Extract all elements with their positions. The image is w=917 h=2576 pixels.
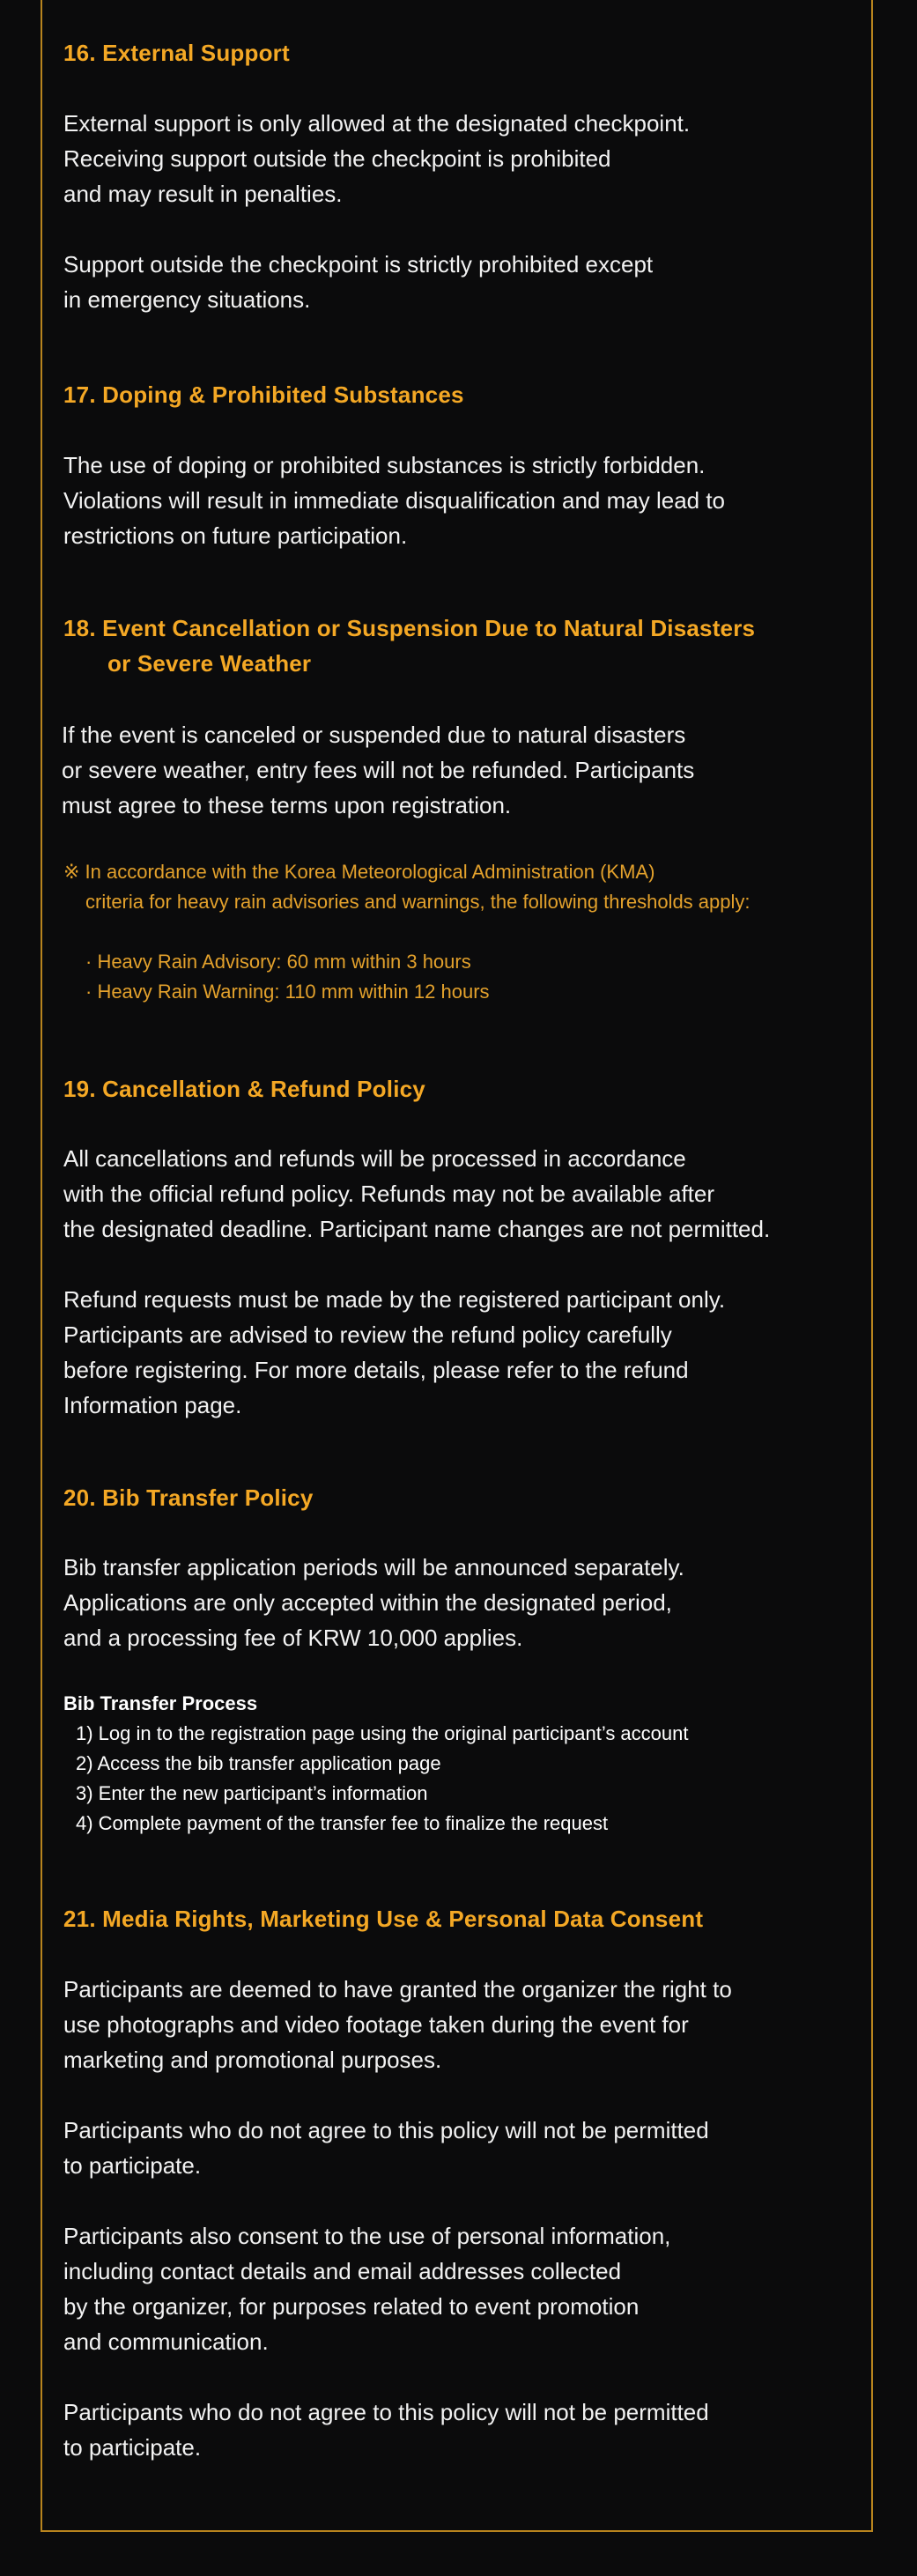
list-item: · Heavy Rain Advisory: 60 mm within 3 hours [85, 951, 471, 973]
paragraph: Participants also consent to the use of personal information, including contact details and email addresses collected by the organizer, for purposes related to event promotion and communication. [63, 2223, 671, 2355]
paragraph: Refund requests must be made by the registered participant only. Participants are advised to review the refund policy carefully before registering. For more details, please refer to the refund Information page. [63, 1286, 726, 1418]
process-step: 1) Log in to the registration page using the original participant’s account [76, 1722, 689, 1744]
list-item: · Heavy Rain Warning: 110 mm within 12 hours [85, 981, 490, 1003]
process-step: 2) Access the bib transfer application page [76, 1752, 441, 1774]
section-heading-refund-policy: 19. Cancellation & Refund Policy [63, 1076, 425, 1102]
process-title: Bib Transfer Process [63, 1692, 258, 1714]
paragraph: If the event is canceled or suspended due to natural disasters or severe weather, entry fees will not be refunded. Participants must agree to these terms upon registration. [62, 722, 695, 818]
section-heading-event-cancellation: 18. Event Cancellation or Suspension Due to Natural Disasters or Severe Weather [63, 615, 756, 677]
paragraph: Participants are deemed to have granted the organizer the right to use photographs and video footage taken during the event for marketing and promotional purposes. [63, 1976, 732, 2073]
kma-note: ※ In accordance with the Korea Meteorological Administration (KMA) criteria for heavy rain advisories and warnings, the following thresholds apply: [63, 861, 751, 913]
paragraph: All cancellations and refunds will be processed in accordance with the official refund policy. Refunds may not be available after the designated deadline. Participant name changes are not permitted. [63, 1145, 771, 1242]
paragraph: Participants who do not agree to this policy will not be permitted to participate. [63, 2399, 709, 2461]
process-step: 3) Enter the new participant’s information [76, 1782, 428, 1804]
section-heading-doping: 17. Doping & Prohibited Substances [63, 381, 464, 408]
process-step: 4) Complete payment of the transfer fee to finalize the request [76, 1812, 609, 1834]
section-heading-bib-transfer: 20. Bib Transfer Policy [63, 1484, 314, 1511]
paragraph: The use of doping or prohibited substances is strictly forbidden. Violations will result in immediate disqualification and may lead to restrictions on future participation. [63, 452, 726, 549]
rain-thresholds-list [63, 947, 856, 1007]
paragraph: External support is only allowed at the designated checkpoint. Receiving support outside the checkpoint is prohibited and may result in penalties. [63, 110, 691, 207]
paragraph: Support outside the checkpoint is strictly prohibited except in emergency situations. [63, 251, 654, 313]
paragraph: Participants who do not agree to this policy will not be permitted to participate. [63, 2117, 709, 2179]
paragraph: Bib transfer application periods will be announced separately. Applications are only accepted within the designated period, and a processing fee of KRW 10,000 applies. [63, 1554, 684, 1651]
section-heading-media-rights: 21. Media Rights, Marketing Use & Personal Data Consent [63, 1906, 704, 1932]
section-heading-external-support: 16. External Support [63, 40, 290, 66]
bib-transfer-process [63, 1689, 856, 1839]
